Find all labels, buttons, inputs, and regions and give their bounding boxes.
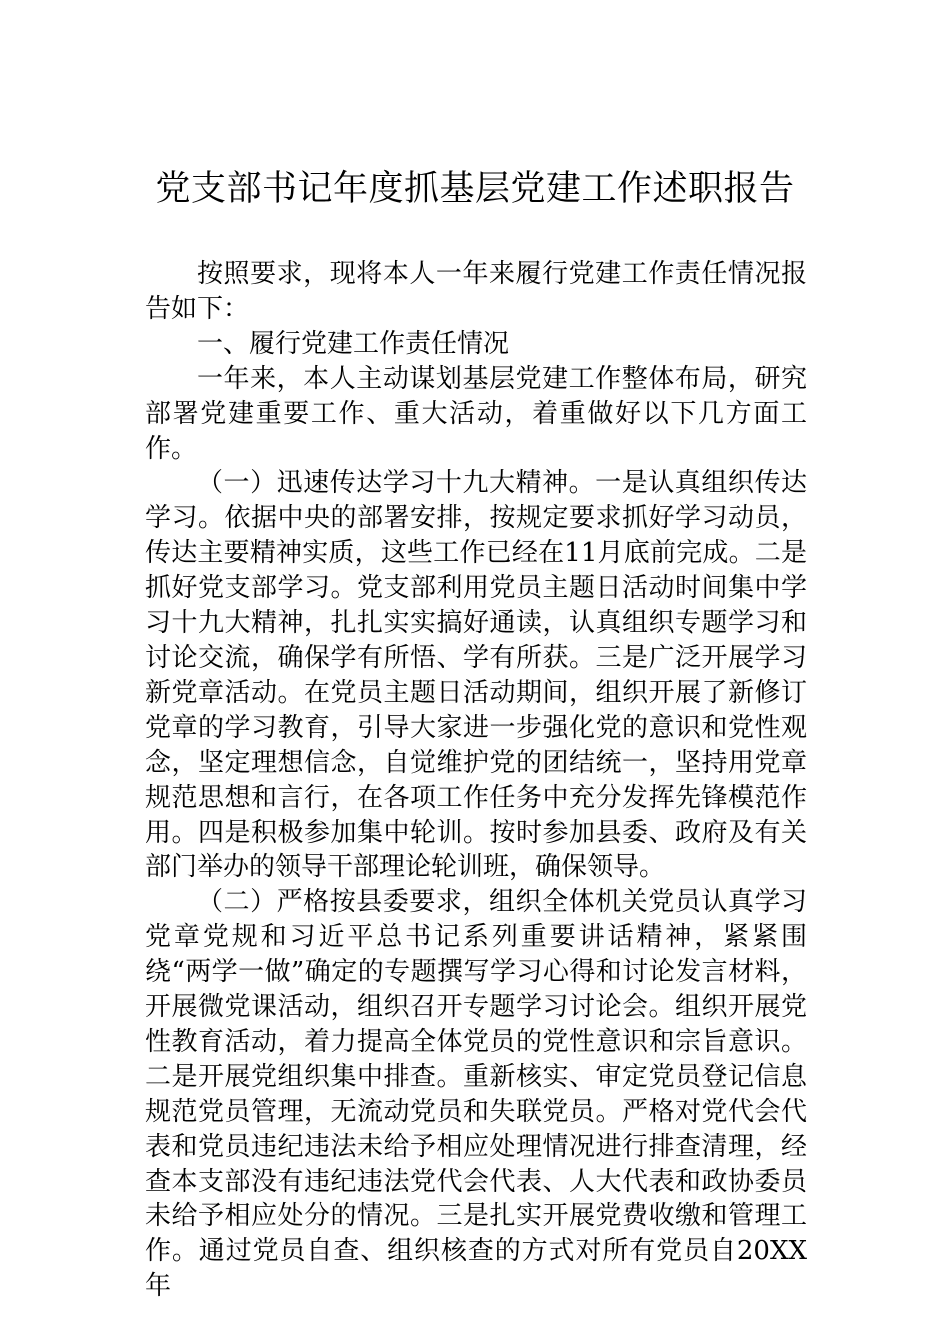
subsection-1-paragraph: （一）迅速传达学习十九大精神。一是认真组织传达学习。依据中央的部署安排，按规定要求抓好学习动员，传达主要精神实质，这些工作已经在11月底前完成。二是抓好党支部学习。党支部利用党员主题日活动时间集中学习十九大精神，扎扎实实搞好通读，认真组织专题学习和讨论交流，确保学有所悟、学有所获。三是广泛开展学习新党章活动。在党员主题日活动期间，组织开展了新修订党章的学习教育，引导大家进一步强化党的意识和党性观念，坚定理想信念，自觉维护党的团结统一，坚持用党章规范思想和言行，在各项工作任务中充分发挥先锋模范作用。四是积极参加集中轮训。按时参加县委、政府及有关部门举办的领导干部理论轮训班，确保领导。 (145, 468, 807, 883)
section-heading-1: 一、履行党建工作责任情况 (197, 328, 510, 359)
intro-paragraph: 按照要求，现将本人一年来履行党建工作责任情况报告如下： (145, 259, 807, 324)
document-title: 党支部书记年度抓基层党建工作述职报告 (155, 169, 795, 209)
subsection-2-paragraph: （二）严格按县委要求，组织全体机关党员认真学习党章党规和习近平总书记系列重要讲话精神，紧紧围绕“两学一做”确定的专题撰写学习心得和讨论发言材料，开展微党课活动，组织召开专题学习讨论会。组织开展党性教育活动，着力提高全体党员的党性意识和宗旨意识。二是开展党组织集中排查。重新核实、审定党员登记信息规范党员管理，无流动党员和失联党员。严格对党代会代表和党员违纪违法未给予相应处理情况进行排查清理，经查本支部没有违纪违法党代会代表、人大代表和政协委员未给予相应处分的情况。三是扎实开展党费收缴和管理工作。通过党员自查、组织核查的方式对所有党员自20XX年 (145, 887, 807, 1302)
summary-paragraph: 一年来，本人主动谋划基层党建工作整体布局，研究部署党建重要工作、重大活动，着重做好以下几方面工作。 (145, 363, 807, 464)
document-body (145, 257, 807, 1304)
